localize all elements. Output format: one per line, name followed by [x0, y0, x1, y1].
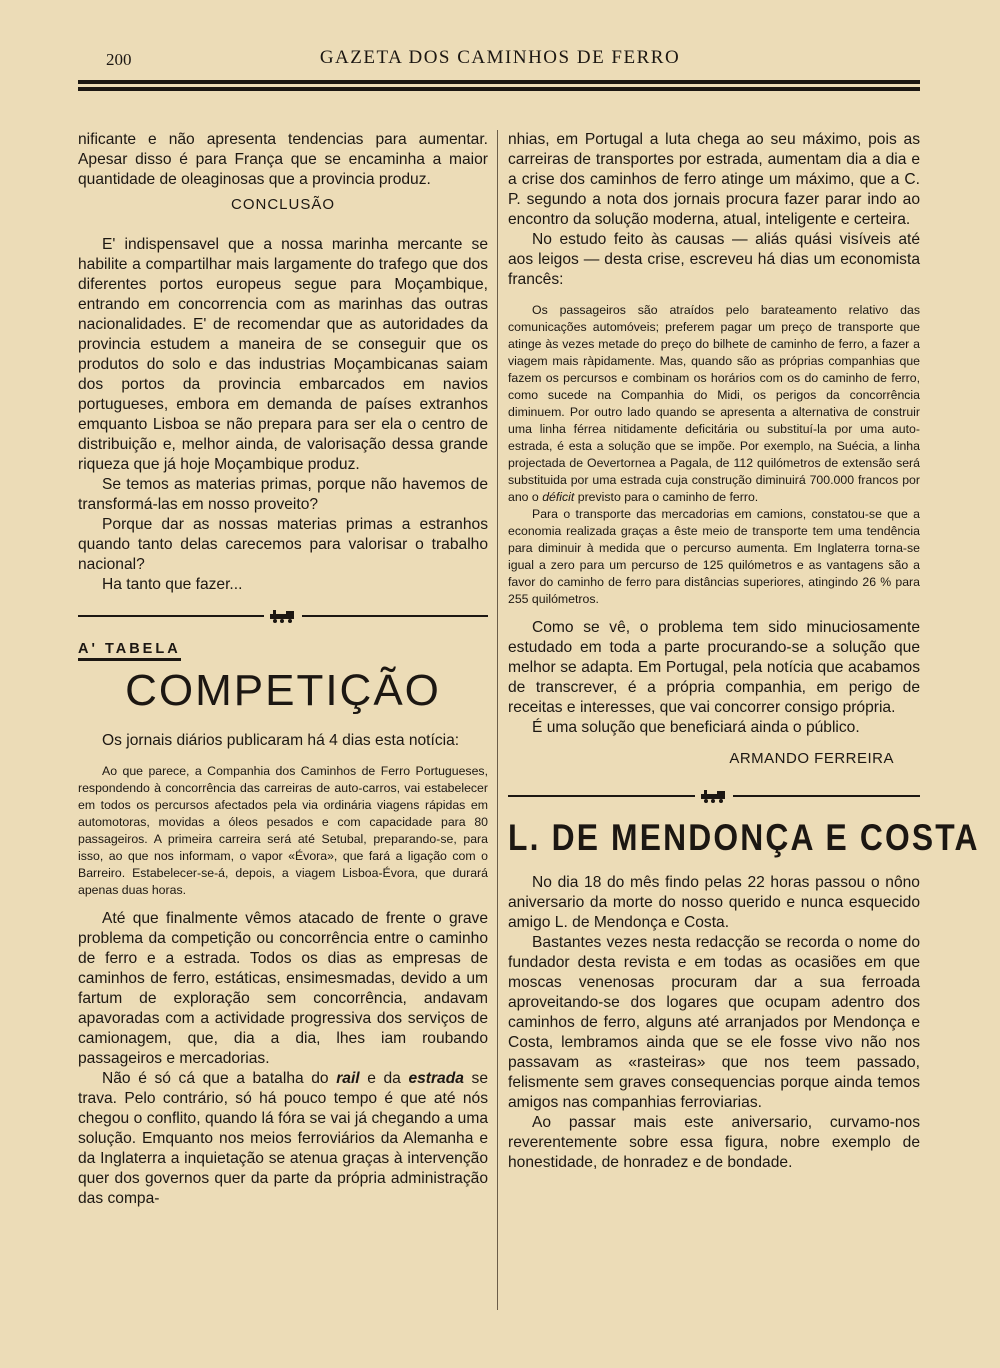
masthead-title: GAZETA DOS CAMINHOS DE FERRO — [319, 47, 681, 68]
left-column — [78, 130, 488, 1209]
conclusion-paragraph: Porque dar as nossas materias primas a estranhos quando tanto delas carecemos para valorisar o trabalho nacional? — [78, 516, 488, 573]
conclusion-paragraph: Se temos as materias primas, porque não havemos de transformá-las em nosso proveito? — [78, 476, 488, 513]
article-paragraph: Não é só cá que a batalha do rail e da estrada se trava. Pelo contrário, só há pouco tempo é que até nós chegou o conflito, quando lá fóra se vai já chegando a uma solução. Emquanto nos meios ferroviários da Alemanha e da Inglaterra a inquietação se atenua graças à intervenção quer dos governos quer da parte da própria administração das compa- — [78, 1070, 489, 1207]
quote-text: Os passageiros são atraídos pelo barateamento relativo das comunicações automóveis; preferem pagar um preço de transporte que atinge às vezes metade do preço do bilhete de caminho de ferro, a fazer a viagem mais ràpidamente. Mas, quando são as próprias companhias que fazem os percursos e combinam os horários com os do caminho de ferro, como sucede na Companhia do Midi, os perigos da concorrência diminuem. Por outro lado quando se apresenta a alternativa de construir uma linha férrea nitidamente deficitária ou substituí-la por uma auto-estrada, é esta a solução que se impõe. Por exemplo, na Suécia, a linha projectada de Oevertornea a Pagala, de 112 quilómetros de extensão será substituida por uma estrada cuja construção diminuirá 700.000 francos por ano o déficit previsto para o caminho de ferro. — [508, 303, 920, 504]
obituary-paragraph: Bastantes vezes nesta redacção se recorda o nome do fundador desta revista e em todas as ocasiões em que moscas venenosas procuram dar a sua ferroada aproveitando-se dos logares que ocupam adentro dos caminhos de ferro, alguns até arranjados por Mendonça e Costa, lembramos ainda que se ele fosse vivo não nos passavam as «rasteiras» que nos teem passado, felismente sem graves consequencias porque ainda temos amigos nas companhias ferroviarias. — [508, 934, 920, 1111]
article-paragraph: No estudo feito às causas — aliás quási visíveis até aos leigos — desta crise, escreveu há dias um economista francês: — [508, 231, 920, 288]
section-divider — [508, 789, 920, 803]
quoted-news — [78, 763, 488, 899]
obituary-paragraph: Ao passar mais este aniversario, curvamo-nos reverentemente sobre essa figura, nobre exemplo de honestidade, de honradez e de bondade. — [508, 1114, 920, 1171]
right-column — [508, 130, 980, 1173]
quote-text: Ao que parece, a Companhia dos Caminhos de Ferro Portugueses, respondendo à concorrência das carreiras de auto-carros, vai estabelecer em todos os percursos afectados pela via ordinária viagens rápidas em automotoras, movidas a óleos pesados e com capacidade para 80 passageiros. A primeira carreira será até Setubal, preparando-se, para isso, ao que nos informam, o vapor «Évora», que fará a ligação com o Barreiro. Estabelecer-se-á, depois, a viagem Lisboa-Évora, que durará apenas duas horas. — [78, 764, 488, 897]
obituary-paragraph: No dia 18 do mês findo pelas 22 horas passou o nôno aniversario da morte do nosso querido e nunca esquecido amigo L. de Mendonça e Costa. — [508, 874, 920, 931]
conclusion-heading: CONCLUSÃO — [230, 196, 336, 213]
header-rule-double — [78, 87, 920, 91]
economist-quote — [508, 302, 920, 608]
article-paragraph: Até que finalmente vêmos atacado de frente o grave problema da competição ou concorrência entre o caminho de ferro e a estrada. Todos os dias as empresas de caminhos de ferro, estáticas, ensimesmadas, devido a um fartum de exploração sem concorrência, andavam apavoradas com a actividade progressiva dos serviços de camionagem, que, dia a dia, lhes iam roubando passageiros e mercadorias. — [78, 910, 488, 1067]
page-number: 200 — [106, 50, 132, 69]
article-lead: Os jornais diários publicaram há 4 dias esta notícia: — [102, 732, 460, 749]
locomotive-icon — [266, 609, 300, 623]
section-divider — [78, 609, 488, 623]
article-paragraph: É uma solução que beneficiará ainda o público. — [532, 719, 860, 736]
quote-text: Para o transporte das mercadorias em camions, constatou-se que a economia realizada graças a êste meio de transporte tem uma tendência para diminuir à medida que o percurso aumenta. Em Inglaterra torna-se igual a zero para um percurso de 125 quilómetros e as vantagens são a favor do caminho de ferro para distâncias superiores, atingindo 26 % para 255 quilómetros. — [508, 507, 920, 606]
conclusion-paragraph: Ha tanto que fazer... — [102, 576, 243, 593]
article-title: COMPETIÇÃO — [125, 666, 441, 715]
author-signature: ARMANDO FERREIRA — [729, 750, 894, 767]
section-kicker: A' TABELA — [78, 641, 181, 661]
conclusion-paragraph: E' indispensavel que a nossa marinha mercante se habilite a compartilhar mais largamente do trafego que dos diferentes portos europeus segue para Moçambique, entrando em concorrencia com as marinhas das outras nacionalidades. E' de recomendar que as autoridades da provincia estudem a maneira de se conseguir que os produtos do solo e das industrias Moçambicanas saiam dos portos da provincia embarcados em navios portugueses, embora em demanda de países extranhos emquanto Lisboa se não prepara para ser ela o centro de distribuição e, melhor ainda, de valorisação dessa grande riqueza que já hoje Moçambique produz. — [78, 236, 488, 473]
article-paragraph: Como se vê, o problema tem sido minuciosamente estudado em toda a parte procurando-se a solução que melhor se adapta. Em Portugal, pela notícia que acabamos de transcrever, é a própria companhia, em perigo de receitas e interesses, que vai concorrer consigo própria. — [508, 619, 920, 716]
obituary-title: L. DE MENDONÇA E COSTA — [508, 817, 980, 858]
locomotive-icon — [697, 789, 731, 803]
header-rule — [78, 80, 920, 84]
intro-paragraph: nificante e não apresenta tendencias para aumentar. Apesar disso é para França que se encaminha a maior quantidade de oleaginosas que a provincia produz. — [78, 131, 488, 188]
article-continuation: nhias, em Portugal a luta chega ao seu máximo, pois as carreiras de transportes por estrada, aumentam dia a dia e a crise dos caminhos de ferro atinge um máximo, que a C. P. segundo a nota dos jornais procura fazer parar indo ao encontro da solução moderna, atual, inteligente e certeira. — [508, 131, 920, 228]
column-divider — [497, 130, 498, 1310]
